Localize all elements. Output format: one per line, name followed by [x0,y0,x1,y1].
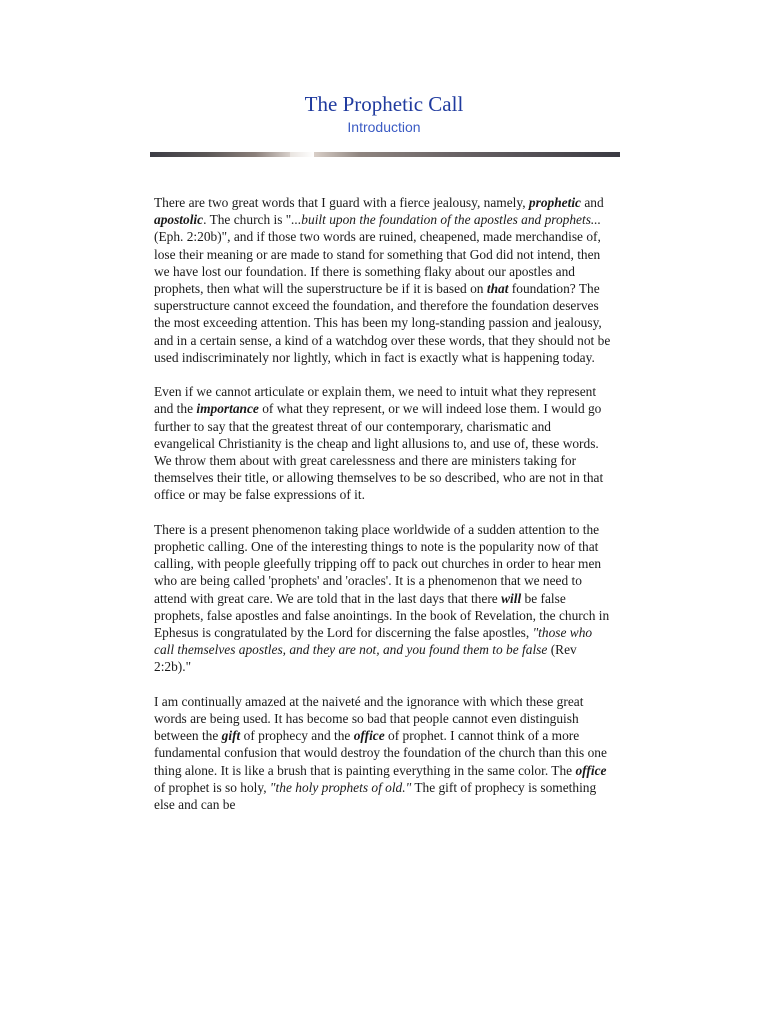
text-run: of prophet. I cannot think of a more fundamental confusion that would destroy the foundation of the church than this one thing alone. It is like a brush that is painting everything in the same color. The [154,728,607,778]
text-run: of prophecy and the [240,728,354,744]
emphasized-word: importance [196,401,259,417]
quoted-text: ...built upon the foundation of the apostles and prophets... [291,212,601,228]
text-run: I am continually amazed at the naiveté and the ignorance with which these great words are being used. It has become so bad that people cannot even distinguish between the [154,693,584,744]
body-paragraph [154,693,615,813]
divider-segment-right [314,152,620,157]
text-run: of what they represent, or we will indeed lose them. I would go further to say that the greatest threat of our contemporary, charismatic and evangelical Christianity is the cheap and light allusions to, and use of, these words. We throw them about with great carelessness and there are ministers taking for themselves their title, or allowing themselves to be so described, who are not in that office or may be false expressions of it. [154,401,604,503]
text-run: Even if we cannot articulate or explain them, we need to intuit what they represent and the [154,384,597,417]
text-run: foundation? The superstructure cannot exceed the foundation, and therefore the foundation deserves the most exceeding attention. This has been my long-standing passion and jealousy, and in a certain sense, a kind of a watchdog over these words, that they should not be used indiscriminately nor lightly, which in fact is exactly what is happening today. [154,281,611,365]
emphasized-word: gift [221,728,241,744]
emphasized-word: office [575,762,607,778]
text-run: There are two great words that I guard with a fierce jealousy, namely, [154,195,529,210]
text-run: . The church is " [203,212,292,228]
divider-gap [290,152,314,157]
emphasized-word: office [353,728,385,744]
quoted-text: "the holy prophets of old." [269,779,412,795]
text-run: There is a present phenomenon taking place worldwide of a sudden attention to the prophetic calling. One of the interesting things to note is the popularity now of that calling, with people gleefully tripping off to pack out churches in order to hear men who are being called 'prophets' and 'oracles'. It is a phenomenon that we need to attend with great care. We are told that in the last days that there [154,521,602,606]
body-paragraph [154,521,615,676]
emphasized-word: that [486,281,509,297]
text-run: The gift of prophecy is something else and can be [154,779,597,813]
text-run: be false prophets, false apostles and false anointings. In the book of Revelation, the church in Ephesus is congratulated by the Lord for discerning the false apostles, [154,590,610,641]
body-paragraph [154,383,615,503]
decorative-divider [150,152,620,157]
emphasized-word: apostolic [154,212,204,228]
text-run: (Rev 2:2b)." [154,642,577,675]
text-run: (Eph. 2:20b)", and if those two words are ruined, cheapened, made merchandise of, lose their meaning or are made to stand for something that God did not intend, then we have lost our foundation. If there is something flaky about our apostles and prophets, then what will the superstructure be if it is based on [154,229,601,297]
quoted-text: "those who call themselves apostles, and they are not, and you found them to be false [154,625,593,658]
text-run: of prophet is so holy, [154,779,270,795]
page-subtitle: Introduction [347,119,421,135]
body-paragraph [154,194,615,366]
emphasized-word: prophetic [528,195,581,210]
page-title: The Prophetic Call [304,92,464,116]
text-run: and [580,195,604,210]
divider-segment-left [150,152,290,157]
emphasized-word: will [501,590,522,606]
article-body [154,194,615,830]
